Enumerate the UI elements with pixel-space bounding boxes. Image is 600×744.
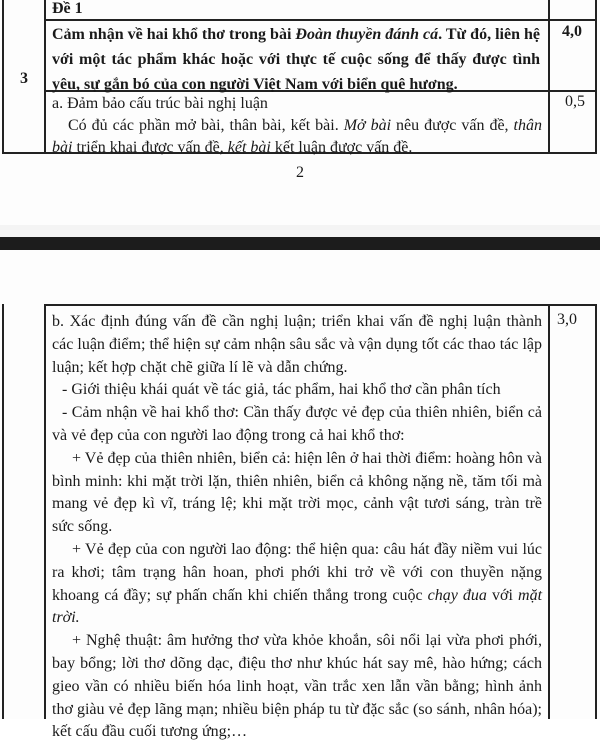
part-a-body: Có đủ các phần mở bài, thân bài, kết bài. Mở bài nêu được vấn đề, thân bài triển khai được vấn đề, kết bài kết luận được vấn đề. bbox=[52, 117, 542, 156]
table2-border-left bbox=[2, 304, 4, 719]
exam-header: Đề 1 bbox=[52, 0, 83, 17]
page-bottom bbox=[0, 250, 600, 741]
part-b-bullet-1: - Giới thiệu khái quát về tác giả, tác phẩm, hai khổ thơ cần phân tích bbox=[62, 381, 501, 399]
part-b-score: 3,0 bbox=[557, 311, 577, 328]
table-col-divider-2 bbox=[548, 0, 550, 153]
table-row-line-1 bbox=[44, 19, 597, 21]
table2-top-line bbox=[44, 304, 597, 306]
part-a-title: a. Đảm bảo cấu trúc bài nghị luận bbox=[52, 95, 268, 112]
part-b-intro: b. Xác định đúng vấn đề cần nghị luận; triển khai vấn đề nghị luận thành các luận điểm; thể hiện sự cảm nhận sâu sắc và vận dụng tốt các thao tác lập luận; kết hợp chặt chẽ giữa lí lẽ và dẫn chứng. bbox=[52, 313, 542, 376]
part-b-people: + Vẻ đẹp của con người lao động: thể hiện qua: câu hát đầy niềm vui lúc ra khơi; tâm trạng hân hoan, phơi phới khi trở về với con thuyền nặng khoang cá đầy; sự phấn chấn khi chiến thắng trong cuộc chạy đua với mặt trời. bbox=[52, 540, 543, 627]
table-border-left bbox=[2, 0, 4, 153]
question-score: 4,0 bbox=[562, 23, 582, 40]
part-b-art: + Nghệ thuật: âm hưởng thơ vừa khỏe khoắn, sôi nổi lại vừa phơi phới, bay bổng; lời thơ dõng dạc, điệu thơ như khúc hát say mê, hào hứng; cách gieo vần có nhiều biến hóa linh hoạt, vần trắc xen lẫn vần bằng; hình ảnh thơ giàu vẻ đẹp lãng mạn; nhiều biện pháp tu từ đặc sắc (so sánh, nhân hóa); kết cấu đầu cuối tương ứng;… bbox=[52, 632, 542, 741]
table-border-right bbox=[595, 0, 597, 153]
page-number: 2 bbox=[296, 164, 304, 181]
question-text: Cảm nhận về hai khổ thơ trong bài Đoàn thuyền đánh cá. Từ đó, liên hệ với một tác phẩm khác hoặc với thực tế cuộc sống để thấy được tình yêu, sự gắn bó của con người Việt Nam với biển quê hương. bbox=[52, 26, 540, 93]
part-b-nature: + Vẻ đẹp của thiên nhiên, biển cả: hiện lên ở hai thời điểm: hoàng hôn và bình minh: khi mặt trời lặn, thiên nhiên, biển cả không nặng nề, tăm tối mà mang vẻ đẹp kì vĩ, tráng lệ; khi mặt trời mọc, cảnh vật tươi sáng, tràn trề sức sống. bbox=[52, 449, 542, 536]
part-a bbox=[52, 93, 542, 159]
table2-col-divider-right bbox=[548, 304, 550, 719]
table2-border-right bbox=[595, 304, 597, 719]
page-divider-bar bbox=[0, 237, 600, 250]
table2-col-divider-left bbox=[44, 304, 46, 719]
page-gap bbox=[0, 225, 600, 237]
part-b bbox=[52, 311, 542, 744]
table-col-divider-1 bbox=[44, 0, 46, 153]
part-b-bullet-2: - Cảm nhận về hai khổ thơ: Cần thấy được vẻ đẹp của thiên nhiên, biển cả và vẻ đẹp của con người lao động trong cả hai khổ thơ: bbox=[52, 404, 542, 444]
part-a-score: 0,5 bbox=[565, 93, 585, 110]
page-top bbox=[0, 0, 600, 225]
question-number: 3 bbox=[20, 70, 28, 87]
